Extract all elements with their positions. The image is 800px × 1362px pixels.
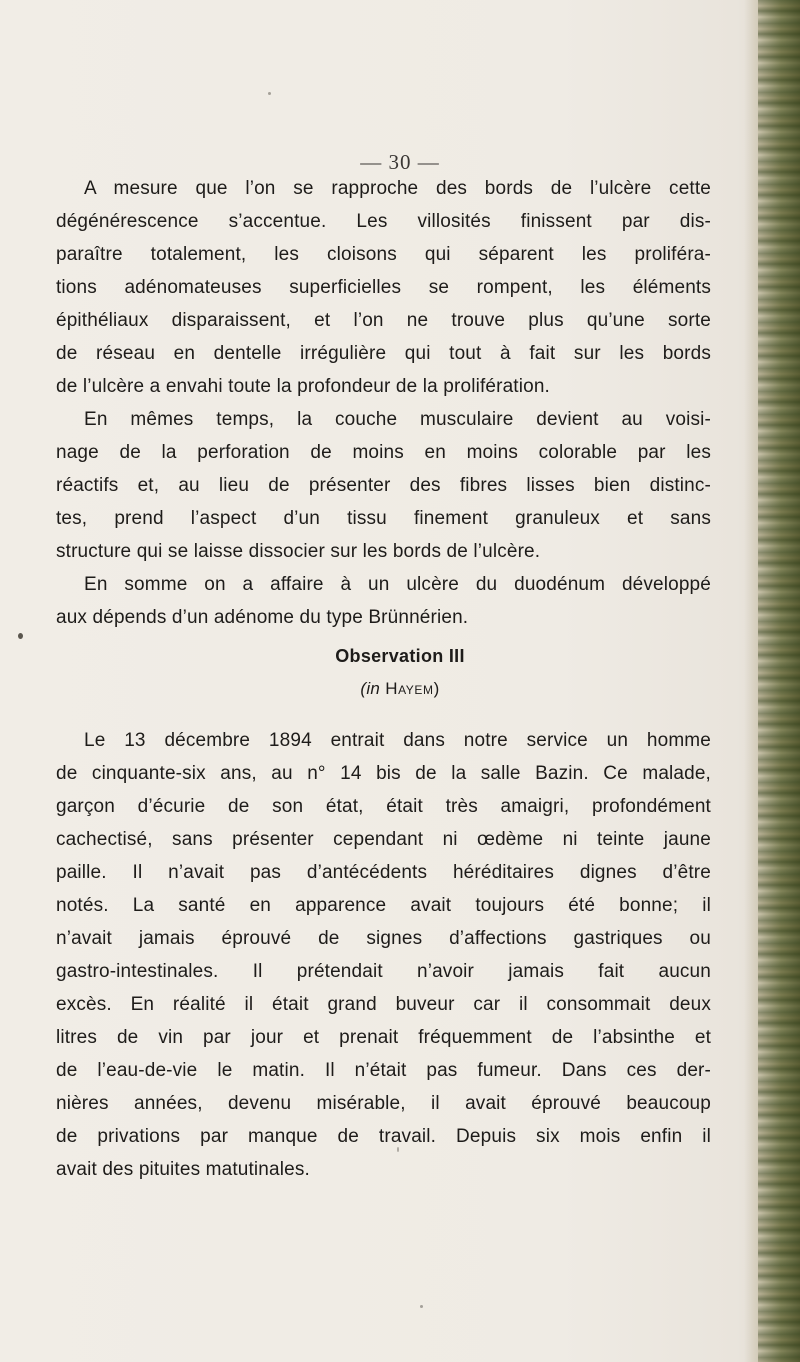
observation-source-name: Hayem — [385, 679, 434, 698]
paragraph-4-line: litres de vin par jour et prenait fréquemment de l’absinthe et — [56, 1027, 711, 1048]
paragraph-4-line: n’avait jamais éprouvé de signes d’affections gastriques ou — [56, 928, 711, 949]
paragraph-4-line: de l’eau-de-vie le matin. Il n’était pas fumeur. Dans ces der- — [56, 1060, 711, 1081]
paragraph-4-line: avait des pituites matutinales. — [56, 1159, 310, 1180]
paragraph-4-line: nières années, devenu misérable, il avait éprouvé beaucoup — [56, 1093, 711, 1114]
paragraph-2-line: nage de la perforation de moins en moins colorable par les — [56, 442, 711, 463]
observation-title: Observation III — [335, 646, 465, 666]
paragraph-4-line: cachectisé, sans présenter cependant ni œdème ni teinte jaune — [56, 829, 711, 850]
paragraph-1-line: paraître totalement, les cloisons qui séparent les proliféra- — [56, 244, 711, 265]
paper-speck — [18, 633, 23, 639]
observation-source-suffix: ) — [433, 679, 440, 698]
observation-source-prefix: (in — [360, 679, 381, 698]
paragraph-1-line: de réseau en dentelle irrégulière qui tout à fait sur les bords — [56, 343, 711, 364]
page-number: — 30 — — [360, 150, 440, 174]
paragraph-1-line: épithéliaux disparaissent, et l’on ne trouve plus qu’une sorte — [56, 310, 711, 331]
paragraph-4-line: Le 13 décembre 1894 entrait dans notre service un homme — [84, 730, 711, 751]
paragraph-4-line: de privations par manque de travail. Depuis six mois enfin il — [56, 1126, 711, 1147]
paragraph-4-line: notés. La santé en apparence avait toujours été bonne; il — [56, 895, 711, 916]
paragraph-2-line: réactifs et, au lieu de présenter des fibres lisses bien distinc- — [56, 475, 711, 496]
body-text-lower — [56, 724, 711, 1186]
paragraph-2-line: structure qui se laisse dissocier sur les bords de l’ulcère. — [56, 541, 541, 562]
paragraph-4-line: paille. Il n’avait pas d’antécédents héréditaires dignes d’être — [56, 862, 711, 883]
paragraph-1-line: de l’ulcère a envahi toute la profondeur de la prolifération. — [56, 376, 550, 397]
body-text-upper — [56, 172, 711, 634]
paragraph-2-line: En mêmes temps, la couche musculaire devient au voisi- — [84, 409, 711, 430]
paragraph-4-line: de cinquante-six ans, au n° 14 bis de la salle Bazin. Ce malade, — [56, 763, 711, 784]
paper-speck — [420, 1305, 423, 1308]
paragraph-4-line: gastro-intestinales. Il prétendait n’avoir jamais fait aucun — [56, 961, 711, 982]
paragraph-3-line: aux dépends d’un adénome du type Brünnérien. — [56, 607, 469, 628]
paragraph-4-line: excès. En réalité il était grand buveur car il consommait deux — [56, 994, 711, 1015]
paragraph-4-line: garçon d’écurie de son état, était très amaigri, profondément — [56, 796, 711, 817]
paragraph-1-line: dégénérescence s’accentue. Les villosités finissent par dis- — [56, 211, 711, 232]
paragraph-1-line: A mesure que l’on se rapproche des bords de l’ulcère cette — [84, 178, 711, 199]
observation-source — [0, 679, 800, 699]
paper-speck — [397, 1147, 399, 1152]
paragraph-1-line: tions adénomateuses superficielles se rompent, les éléments — [56, 277, 711, 298]
paragraph-2-line: tes, prend l’aspect d’un tissu finement granuleux et sans — [56, 508, 711, 529]
paragraph-3-line: En somme on a affaire à un ulcère du duodénum développé — [84, 574, 711, 595]
paper-speck — [268, 92, 271, 95]
